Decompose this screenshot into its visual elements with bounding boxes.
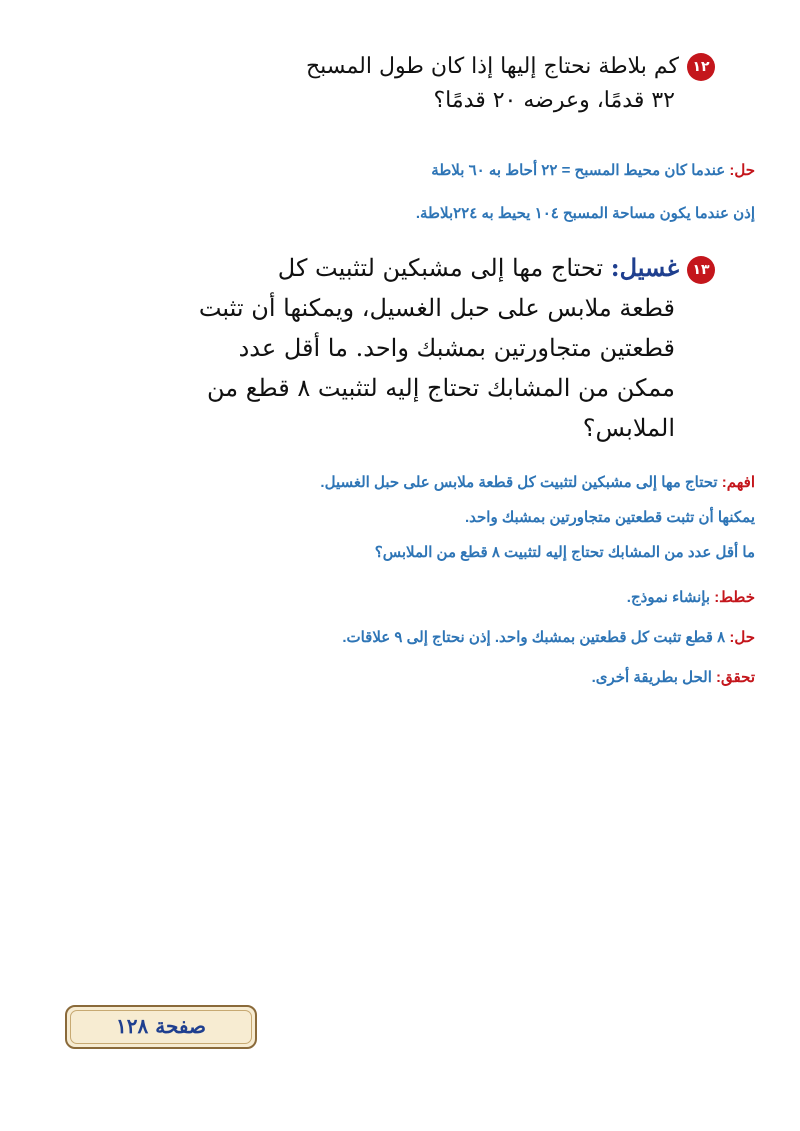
problem-13-text-1: تحتاج مها إلى مشبكين لتثبيت كل [277,254,604,282]
solution-13-line-3 [35,542,755,564]
solution-12-line-2 [35,203,755,225]
plan-label: خطط: [714,589,755,606]
problem-13-text-2: قطعة ملابس على حبل الغسيل، ويمكنها أن تثبت [198,294,675,322]
solution-13-text-2: يمكنها أن تثبت قطعتين متجاورتين بمشبك واحد. [464,509,755,526]
solution-12-line-1 [35,160,755,182]
solution-13-plan [35,587,755,609]
problem-13-line-5 [35,408,715,448]
problem-12 [35,50,715,118]
problem-13 [35,248,715,448]
plan-text: بإنشاء نموذج. [626,589,711,606]
solution-13-solve [35,627,755,649]
problem-13-line-1 [35,248,715,288]
solution-13-line-2 [35,507,755,529]
problem-13-text-5: الملابس؟ [582,414,675,442]
solution-12-text-2: إذن عندما يكون مساحة المسبح ١٠٤ يحيط به ٢٢٤بلاطة. [415,205,755,222]
page-number-box [65,1005,257,1049]
solve-text: ٨ قطع تثبت كل قطعتين بمشبك واحد. إذن نحتاج إلى ٩ علاقات. [342,629,726,646]
problem-13-text-3: قطعتين متجاورتين بمشبك واحد. ما أقل عدد [238,334,675,362]
solution-13-text-3: ما أقل عدد من المشابك تحتاج إليه لتثبيت ٨ قطع من الملابس؟ [374,544,755,561]
solution-12-label: حل: [729,162,755,179]
solution-12-text-1: عندما كان محيط المسبح = ٢٢ أحاط به ٦٠ بلاطة [431,162,726,179]
problem-13-number-badge: ١٣ [687,256,715,284]
check-label: تحقق: [716,669,755,686]
solve-label: حل: [729,629,755,646]
problem-12-text-2: ٣٢ قدمًا، وعرضه ٢٠ قدمًا؟ [433,88,675,113]
problem-12-number-badge: ١٢ [687,53,715,81]
problem-13-line-2 [35,288,715,328]
problem-12-line-1 [35,50,715,84]
problem-13-line-4 [35,368,715,408]
problem-12-text-1: كم بلاطة نحتاج إليها إذا كان طول المسبح [305,54,679,79]
problem-13-line-3 [35,328,715,368]
problem-13-text-4: ممكن من المشابك تحتاج إليه لتثبيت ٨ قطع من [206,374,675,402]
problem-12-line-2 [35,84,715,118]
check-text: الحل بطريقة أخرى. [591,669,712,686]
page-number-label: صفحة ١٢٨ [116,1014,206,1038]
solution-13-understand [35,472,755,494]
problem-13-keyword: غسيل: [610,253,679,282]
solution-13-check [35,667,755,689]
understand-text: تحتاج مها إلى مشبكين لتثبيت كل قطعة ملابس على حبل الغسيل. [320,474,718,491]
understand-label: افهم: [721,474,755,491]
